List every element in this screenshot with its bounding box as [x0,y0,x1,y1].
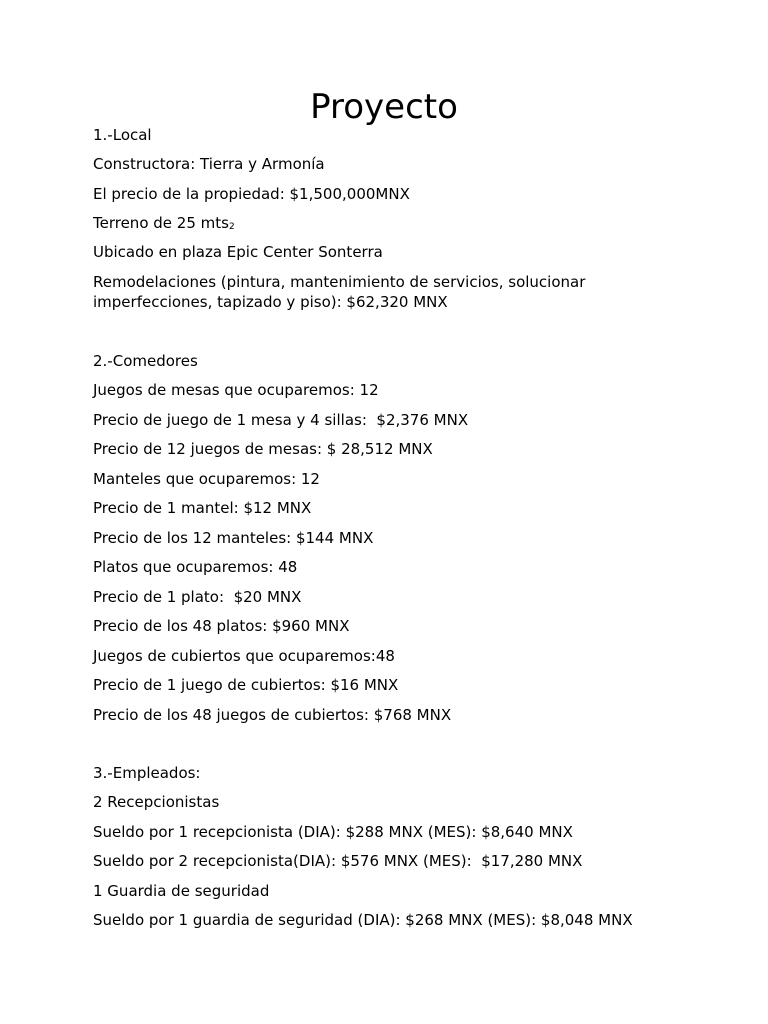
section-heading-local: 1.-Local [93,126,152,144]
list-item: Precio de 1 mantel: $12 MNX [93,499,312,517]
list-item: Sueldo por 1 guardia de seguridad (DIA): $268 MNX (MES): $8,048 MNX [93,911,633,929]
page-title: Proyecto [310,87,458,127]
list-item: Juegos de mesas que ocuparemos: 12 [93,381,379,399]
text-constructora: Constructora: Tierra y Armonía [93,155,325,173]
list-item: Precio de los 12 manteles: $144 MNX [93,529,374,547]
list-item: 2 Recepcionistas [93,793,220,811]
list-item: Precio de juego de 1 mesa y 4 sillas: $2,376 MNX [93,411,469,429]
list-item: Precio de 1 juego de cubiertos: $16 MNX [93,676,399,694]
list-item: Precio de los 48 juegos de cubiertos: $768 MNX [93,706,452,724]
list-item: Precio de 12 juegos de mesas: $ 28,512 MNX [93,440,433,458]
list-item: Juegos de cubiertos que ocuparemos:48 [93,647,395,665]
list-item: Sueldo por 2 recepcionista(DIA): $576 MNX (MES): $17,280 MNX [93,852,583,870]
list-item: Manteles que ocuparemos: 12 [93,470,320,488]
list-item: 1 Guardia de seguridad [93,882,270,900]
text-ubicado: Ubicado en plaza Epic Center Sonterra [93,243,383,261]
list-item: Sueldo por 1 recepcionista (DIA): $288 MNX (MES): $8,640 MNX [93,823,573,841]
section-heading-empleados: 3.-Empleados: [93,764,201,782]
text-terreno [93,213,693,233]
list-item: Platos que ocuparemos: 48 [93,558,298,576]
text-precio-propiedad: El precio de la propiedad: $1,500,000MNX [93,185,410,203]
list-item: Precio de los 48 platos: $960 MNX [93,617,350,635]
terreno-subscript: 2 [228,222,235,232]
terreno-text: Terreno de 25 mts [93,214,229,232]
text-remodelaciones: Remodelaciones (pintura, mantenimiento de servicios, solucionar imperfecciones, tapizado y piso): $62,320 MNX [93,273,586,311]
list-item: Precio de 1 plato: $20 MNX [93,588,302,606]
section-heading-comedores: 2.-Comedores [93,352,198,370]
